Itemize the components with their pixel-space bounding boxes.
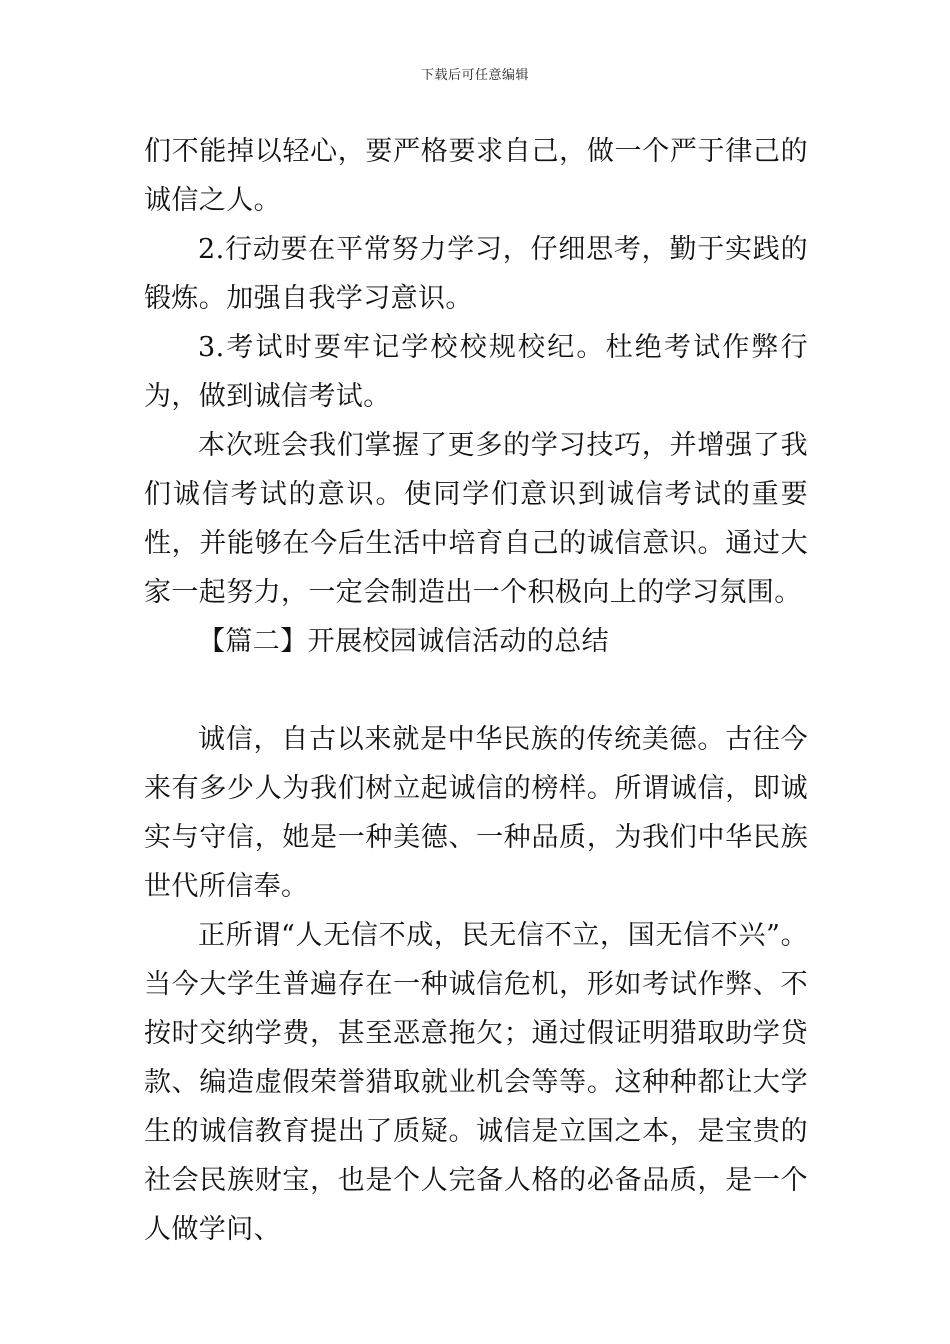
paragraph-integrity-intro: 诚信，自古以来就是中华民族的传统美德。古往今来有多少人为我们树立起诚信的榜样。所谓诚信，即诚实与守信，她是一种美德、一种品质，为我们中华民族世代所信奉。 — [144, 724, 808, 902]
paragraph-summary: 本次班会我们掌握了更多的学习技巧，并增强了我们诚信考试的意识。使同学们意识到诚信考试的重要性，并能够在今后生活中培育自己的诚信意识。通过大家一起努力，一定会制造出一个积极向上的学习氛围。 — [144, 430, 808, 608]
document-body — [144, 127, 808, 1254]
paragraph-continuation: 们不能掉以轻心，要严格要求自己，做一个严于律己的诚信之人。 — [144, 136, 808, 216]
section-title: 【篇二】开展校园诚信活动的总结 — [198, 626, 609, 657]
paragraph-integrity-crisis: 正所谓“人无信不成，民无信不立，国无信不兴”。当今大学生普遍存在一种诚信危机，形如考试作弊、不按时交纳学费，甚至恶意拖欠；通过假证明猎取助学贷款、编造虚假荣誉猎取就业机会等等。这种种都让大学生的诚信教育提出了质疑。诚信是立国之本，是宝贵的社会民族财宝，也是个人完备人格的必备品质，是一个人做学问、 — [144, 920, 808, 1245]
paragraph-item-3: 3.考试时要牢记学校校规校纪。杜绝考试作弊行为，做到诚信考试。 — [144, 332, 808, 412]
paragraph-item-2: 2.行动要在平常努力学习，仔细思考，勤于实践的锻炼。加强自我学习意识。 — [144, 234, 808, 314]
section-spacer — [144, 666, 808, 715]
page-header: 下载后可任意编辑 — [420, 68, 529, 83]
